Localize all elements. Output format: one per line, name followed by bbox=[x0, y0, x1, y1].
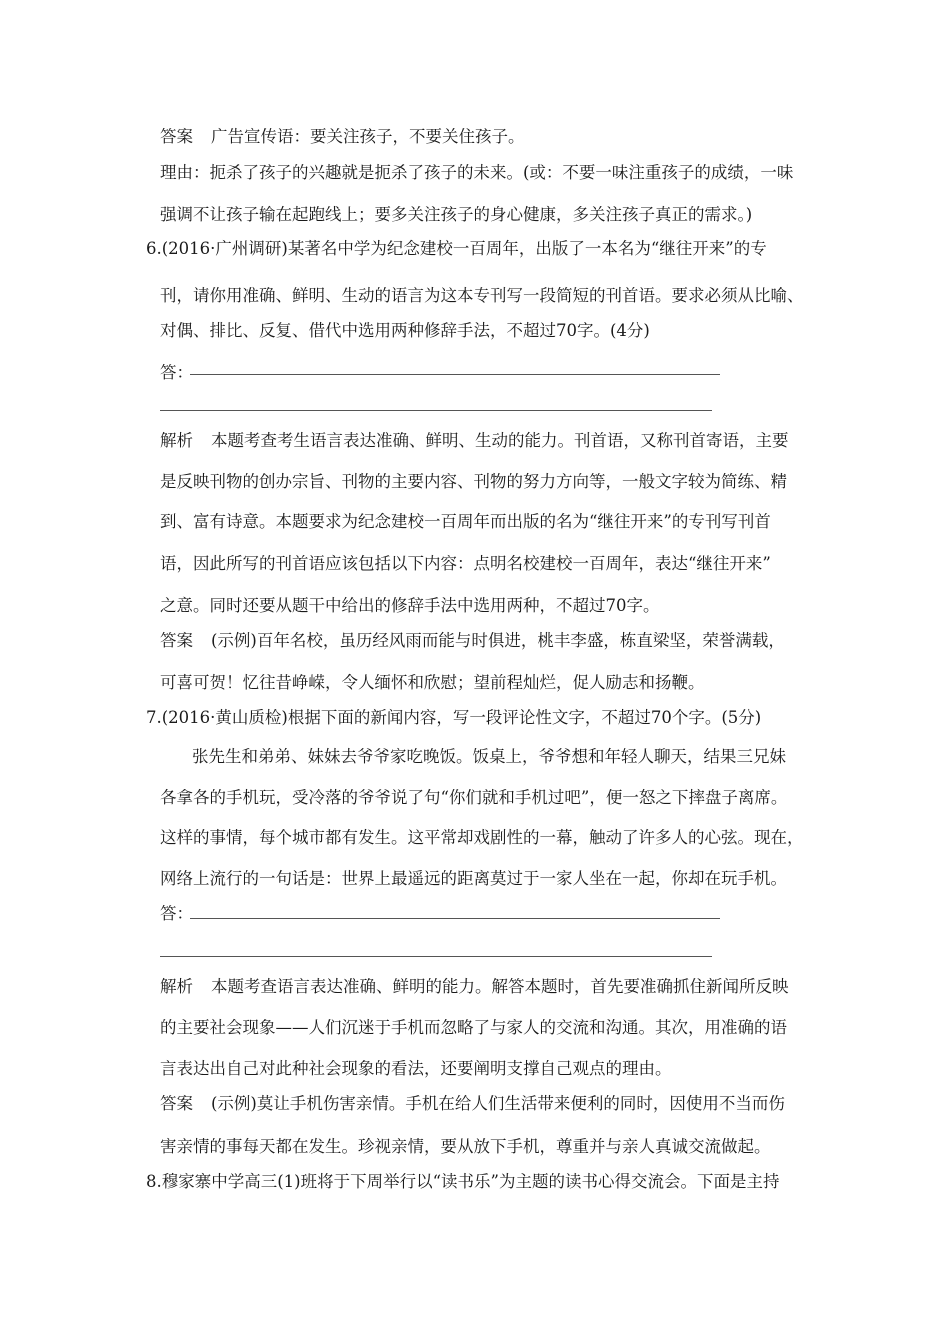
q7-passage-line-4: 网络上流行的一句话是：世界上最遥远的距离莫过于一家人坐在一起，你却在玩手机。 bbox=[160, 869, 787, 888]
q6-analysis-line-2: 是反映刊物的创办宗旨、刊物的主要内容、刊物的努力方向等，一般文字较为简练、精 bbox=[160, 472, 787, 491]
q6-analysis-line-1 bbox=[160, 430, 789, 452]
q6-answer-line-2[interactable] bbox=[160, 410, 712, 411]
q7-answer-line-2[interactable] bbox=[160, 956, 712, 957]
analysis-label: 解析 bbox=[160, 431, 193, 450]
analysis-text: 本题考查语言表达准确、鲜明的能力。解答本题时，首先要准确抓住新闻所反映 bbox=[211, 977, 789, 996]
q6-analysis-line-5: 之意。同时还要从题干中给出的修辞手法中选用两种，不超过70字。 bbox=[160, 596, 660, 615]
q6-stem-line-2: 刊，请你用准确、鲜明、生动的语言为这本专刊写一段简短的刊首语。要求必须从比喻、 bbox=[160, 286, 804, 305]
q6-answer-prompt: 答： bbox=[160, 363, 193, 382]
q7-analysis-line-3: 言表达出自己对此种社会现象的看法，还要阐明支撑自己观点的理由。 bbox=[160, 1059, 672, 1078]
q6-answer-line-1-text bbox=[160, 630, 785, 652]
q7-title: 7.(2016·黄山质检)根据下面的新闻内容，写一段评论性文字，不超过70个字。(5分) bbox=[146, 708, 762, 727]
q6-analysis-line-4: 语，因此所写的刊首语应该包括以下内容：点明名校建校一百周年，表达“继往开来” bbox=[160, 554, 771, 573]
q6-answer-line-1[interactable] bbox=[190, 374, 720, 375]
q6-stem-line-3: 对偶、排比、反复、借代中选用两种修辞手法，不超过70字。(4分) bbox=[160, 321, 650, 340]
answer-label: 答案 bbox=[160, 127, 193, 146]
q7-answer-line-2-text: 害亲情的事每天都在发生。珍视亲情，要从放下手机，尊重并与亲人真诚交流做起。 bbox=[160, 1137, 771, 1156]
q5-reason-line-2: 强调不让孩子输在起跑线上；要多关注孩子的身心健康，多关注孩子真正的需求。) bbox=[160, 205, 753, 224]
q7-answer-prompt: 答： bbox=[160, 904, 193, 923]
q7-answer-line-1-text bbox=[160, 1093, 785, 1115]
q5-answer bbox=[160, 126, 525, 148]
q7-analysis-line-1 bbox=[160, 976, 789, 998]
q7-answer-line-1[interactable] bbox=[190, 918, 720, 919]
answer-label: 答案 bbox=[160, 1094, 193, 1113]
answer-label: 答案 bbox=[160, 631, 193, 650]
q5-reason-line-1: 理由：扼杀了孩子的兴趣就是扼杀了孩子的未来。(或：不要一味注重孩子的成绩，一味 bbox=[160, 163, 794, 182]
answer-text: (示例)百年名校，虽历经风雨而能与时俱进，桃丰李盛，栋直梁坚，荣誉满载， bbox=[211, 631, 785, 650]
q6-answer-line-2-text: 可喜可贺！忆往昔峥嵘，令人缅怀和欣慰；望前程灿烂，促人励志和扬鞭。 bbox=[160, 673, 705, 692]
q6-analysis-line-3: 到、富有诗意。本题要求为纪念建校一百周年而出版的名为“继往开来”的专刊写刊首 bbox=[160, 512, 771, 531]
answer-text: 广告宣传语：要关注孩子，不要关住孩子。 bbox=[211, 127, 525, 146]
q7-passage-line-2: 各拿各的手机玩，受冷落的爷爷说了句“你们就和手机过吧”，便一怒之下摔盘子离席。 bbox=[160, 788, 788, 807]
analysis-label: 解析 bbox=[160, 977, 193, 996]
q8-title: 8.穆家寨中学高三(1)班将于下周举行以“读书乐”为主题的读书心得交流会。下面是主持 bbox=[146, 1172, 780, 1191]
q7-passage-line-3: 这样的事情，每个城市都有发生。这平常却戏剧性的一幕，触动了许多人的心弦。现在， bbox=[160, 828, 804, 847]
answer-text: (示例)莫让手机伤害亲情。手机在给人们生活带来便利的同时，因使用不当而伤 bbox=[211, 1094, 785, 1113]
q7-passage-line-1: 张先生和弟弟、妹妹去爷爷家吃晚饭。饭桌上，爷爷想和年轻人聊天，结果三兄妹 bbox=[192, 747, 786, 766]
q7-analysis-line-2: 的主要社会现象——人们沉迷于手机而忽略了与家人的交流和沟通。其次，用准确的语 bbox=[160, 1018, 787, 1037]
q6-stem-line-1: 6.(2016·广州调研)某著名中学为纪念建校一百周年，出版了一本名为“继往开来”的专 bbox=[146, 239, 767, 258]
analysis-text: 本题考查考生语言表达准确、鲜明、生动的能力。刊首语，又称刊首寄语，主要 bbox=[211, 431, 789, 450]
